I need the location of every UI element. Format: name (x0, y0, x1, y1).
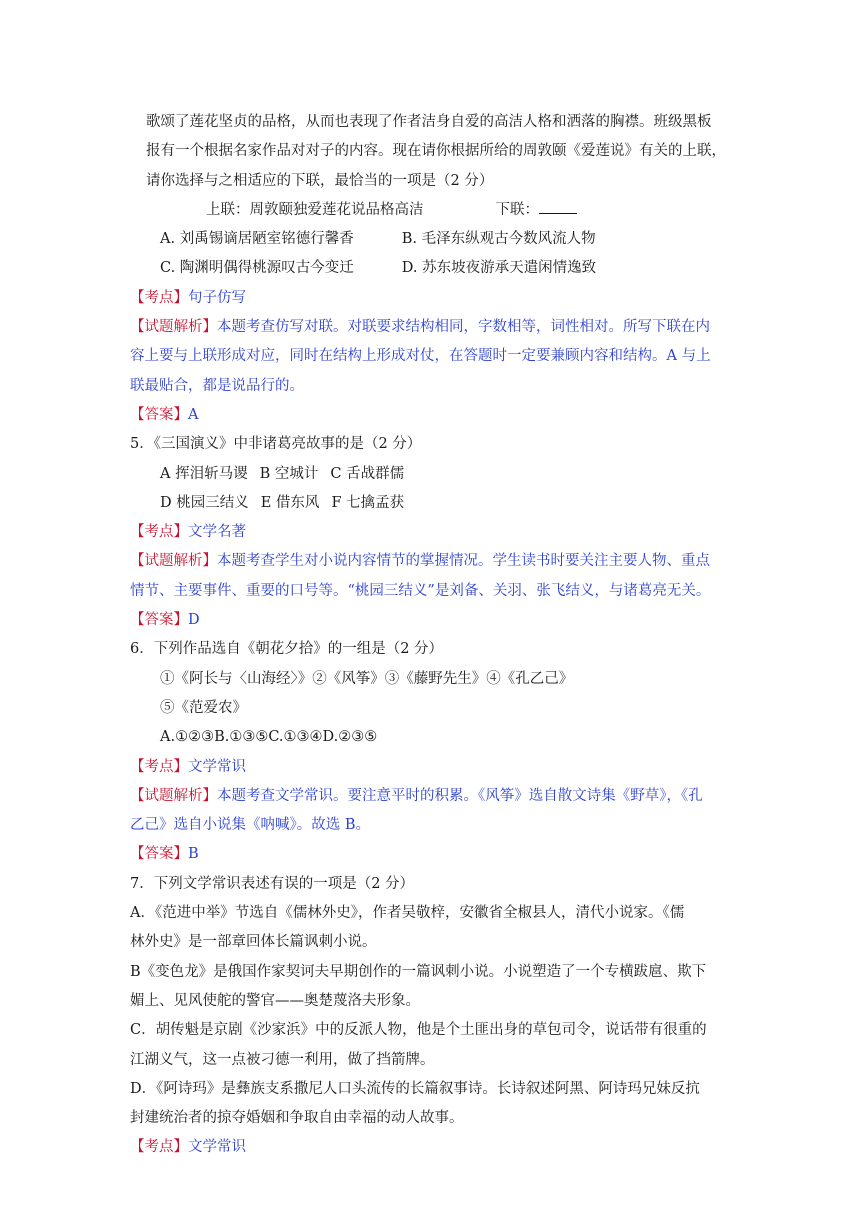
daan-value: B (188, 846, 199, 863)
daan-value: A (188, 406, 199, 423)
q5-jiexi-line-2: 情节、主要事件、重要的口号等。“桃园三结义”是刘备、关羽、张飞结义，与诸葛亮无关。 (130, 582, 711, 599)
kaodian-tag: 【考点】 (130, 1139, 188, 1156)
kaodian-value: 文学常识 (188, 758, 246, 775)
kaodian-value: 文学常识 (188, 1139, 246, 1156)
q5-option: D 桃园三结义 (160, 494, 249, 511)
q4-stem-line-3: 请你选择与之相适应的下联，最恰当的一项是（2 分） (146, 172, 494, 189)
kaodian-value: 句子仿写 (188, 289, 246, 306)
q7-option-a-line-2: 林外史》是一部章回体长篇讽刺小说。 (130, 934, 377, 951)
q4-daan (130, 401, 730, 430)
q5-kaodian (130, 518, 730, 547)
q6-stem: 6．下列作品选自《朝花夕拾》的一组是（2 分） (130, 641, 444, 658)
q7-option-b-line-1: B《变色龙》是俄国作家契诃夫早期创作的一篇讽刺小说。小说塑造了一个专横跋扈、欺下 (130, 963, 707, 980)
q5-option: E 借东风 (260, 494, 320, 511)
q7-option-c-line-1: C．胡传魁是京剧《沙家浜》中的反派人物，他是个土匪出身的草包司令，说话带有很重的 (130, 1022, 707, 1039)
q5-option: C 舌战群儒 (330, 465, 405, 482)
q7-stem: 7．下列文学常识表述有误的一项是（2 分） (130, 875, 415, 892)
daan-tag: 【答案】 (130, 846, 188, 863)
jiexi-text: 本题考查学生对小说内容情节的掌握情况。学生读书时要关注主要人物、重点 (217, 553, 710, 570)
q6-daan (130, 840, 730, 869)
q5-options-row-1 (130, 460, 730, 489)
q6-kaodian (130, 753, 730, 782)
kaodian-value: 文学名著 (188, 524, 246, 541)
q4-stem-line-1: 歌颂了莲花坚贞的品格，从而也表现了作者洁身自爱的高洁人格和洒落的胸襟。班级黑板 (146, 114, 712, 130)
kaodian-tag: 【考点】 (130, 758, 188, 775)
couplet-lower-label: 下联： (495, 201, 539, 218)
q5-option: A 挥泪斩马谡 (160, 465, 248, 482)
q7-kaodian (130, 1133, 730, 1162)
daan-value: D (188, 612, 200, 629)
couplet-blank (539, 199, 577, 214)
q6-items-line-2: ⑤《范爱农》 (160, 699, 247, 716)
daan-tag: 【答案】 (130, 406, 188, 423)
daan-tag: 【答案】 (130, 612, 188, 629)
q4-couplet (130, 196, 730, 225)
q4-jiexi-line-3: 联最贴合，都是说品行的。 (130, 377, 304, 394)
q4-options-row-2 (130, 254, 730, 283)
q7-option-d-line-1: D．《阿诗玛》是彝族支系撒尼人口头流传的长篇叙事诗。长诗叙述阿黑、阿诗玛兄妹反抗 (130, 1080, 700, 1097)
q6-options: A.①②③B.①③⑤C.①③④D.②③⑤ (160, 729, 378, 746)
q5-stem: 5．《三国演义》中非诸葛亮故事的是（2 分） (130, 436, 422, 453)
q6-items-line-1: ①《阿长与〈山海经〉》②《风筝》③《藤野先生》④《孔乙己》 (160, 670, 574, 687)
q5-option: F 七擒孟获 (331, 494, 405, 511)
q7-option-d-line-2: 封建统治者的掠夺婚姻和争取自由幸福的动人故事。 (130, 1110, 464, 1127)
q4-option-b: B. 毛泽东纵观古今数风流人物 (401, 231, 596, 248)
q4-option-a: A. 刘禹锡谪居陋室铭德行馨香 (160, 231, 354, 248)
jiexi-tag: 【试题解析】 (130, 553, 217, 570)
q5-options-row-2 (130, 489, 730, 518)
kaodian-tag: 【考点】 (130, 524, 188, 541)
kaodian-tag: 【考点】 (130, 289, 188, 306)
q7-option-b-line-2: 媚上、见风使舵的警官——奥楚蔑洛夫形象。 (130, 992, 420, 1009)
q6-jiexi-line-1 (130, 782, 730, 811)
q4-option-d: D. 苏东坡夜游承天遣闲情逸致 (401, 260, 597, 277)
couplet-upper: 上联：周敦颐独爱莲花说品格高洁 (206, 201, 424, 218)
jiexi-tag: 【试题解析】 (130, 319, 217, 336)
q6-jiexi-line-2: 乙己》选自小说集《呐喊》。故选 B。 (130, 817, 371, 834)
q7-option-c-line-2: 江湖义气，这一点被刁德一利用，做了挡箭牌。 (130, 1051, 435, 1068)
q4-stem-line-2: 报有一个根据名家作品对对子的内容。现在请你根据所给的周敦颐《爱莲说》有关的上联， (146, 143, 726, 160)
q5-jiexi-line-1 (130, 547, 730, 576)
q5-daan (130, 606, 730, 635)
q4-jiexi-line-1 (130, 313, 730, 342)
q4-options-row-1 (130, 225, 730, 254)
jiexi-text: 本题考查文学常识。要注意平时的积累。《风筝》选自散文诗集《野草》，《孔 (217, 787, 703, 804)
jiexi-tag: 【试题解析】 (130, 787, 217, 804)
q5-option: B 空城计 (259, 465, 319, 482)
q4-kaodian (130, 284, 730, 313)
jiexi-text: 本题考查仿写对联。对联要求结构相同，字数相等，词性相对。所写下联在内 (217, 319, 710, 336)
q7-option-a-line-1: A．《范进中举》节选自《儒林外史》，作者吴敬梓，安徽省全椒县人，清代小说家。《儒 (130, 905, 685, 922)
q4-jiexi-line-2: 容上要与上联形成对应，同时在结构上形成对仗，在答题时一定要兼顾内容和结构。A 与上 (130, 348, 711, 365)
document-content (130, 108, 730, 1163)
q4-option-c: C. 陶渊明偶得桃源叹古今变迁 (160, 260, 354, 277)
